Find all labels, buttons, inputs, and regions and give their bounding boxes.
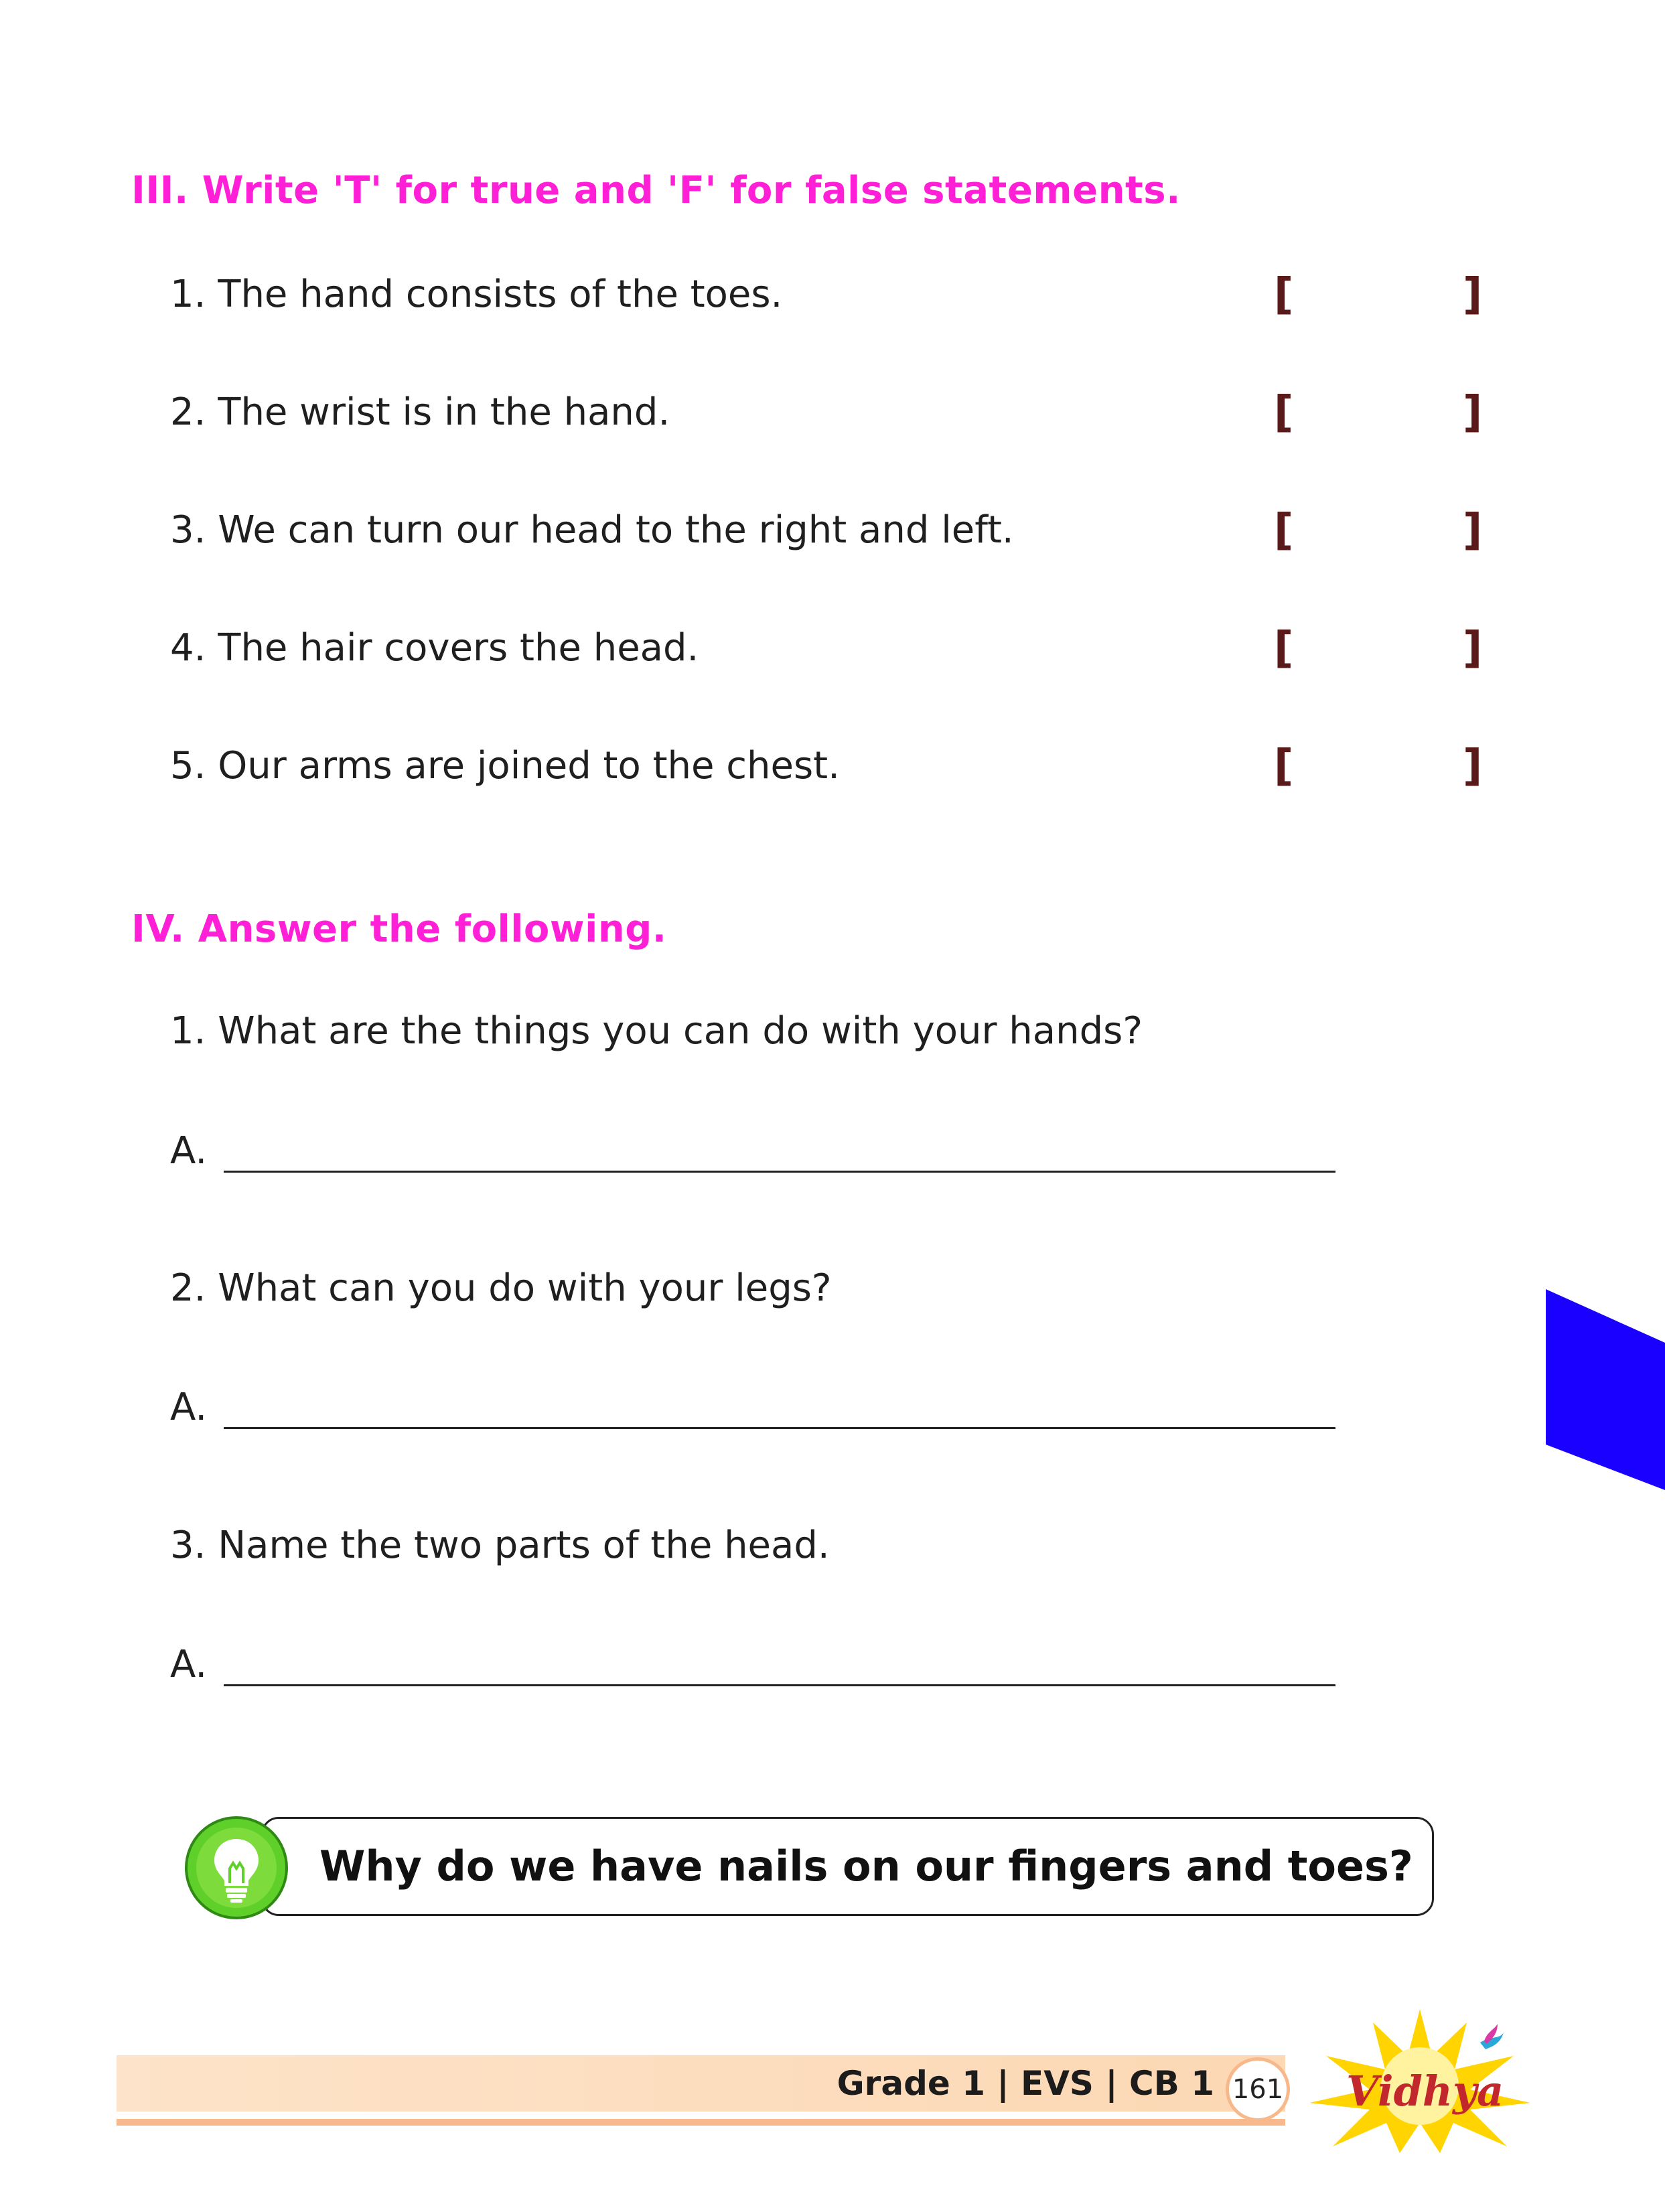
answer-line-row	[170, 1378, 1335, 1438]
true-false-item	[170, 500, 1516, 561]
answer-label: A.	[170, 1386, 208, 1429]
answer-bracket-open: [	[1274, 506, 1294, 555]
answer-write-line[interactable]	[224, 1427, 1335, 1429]
answer-bracket-close: ]	[1463, 623, 1483, 673]
statement-text: 1. The hand consists of the toes.	[170, 273, 783, 316]
statement-text: 5. Our arms are joined to the chest.	[170, 744, 840, 788]
answer-bracket-close: ]	[1463, 741, 1483, 791]
true-false-item	[170, 736, 1516, 796]
answer-write-line[interactable]	[224, 1171, 1335, 1173]
footer-stripe	[117, 2119, 1285, 2126]
question-text: 1. What are the things you can do with your hands?	[170, 1009, 1143, 1053]
statement-text: 3. We can turn our head to the right and left.	[170, 508, 1014, 552]
answer-label: A.	[170, 1643, 208, 1686]
blue-side-tab	[1540, 1289, 1665, 1490]
think-question-box	[261, 1817, 1434, 1916]
answer-label: A.	[170, 1129, 208, 1173]
true-false-item	[170, 618, 1516, 678]
true-false-item	[170, 382, 1516, 443]
true-false-item	[170, 265, 1516, 325]
page-number: 161	[1226, 2057, 1290, 2122]
answer-line-row	[170, 1635, 1335, 1695]
statement-text: 4. The hair covers the head.	[170, 626, 699, 670]
answer-bracket-close: ]	[1463, 388, 1483, 437]
statement-text: 2. The wrist is in the hand.	[170, 390, 670, 434]
answer-bracket-close: ]	[1463, 270, 1483, 319]
answer-bracket-open: [	[1274, 388, 1294, 437]
light-bulb-icon	[185, 1816, 288, 1919]
section-4-heading: IV. Answer the following.	[131, 907, 667, 951]
answer-bracket-open: [	[1274, 741, 1294, 791]
answer-bracket-open: [	[1274, 270, 1294, 319]
footer-bar	[117, 2055, 1285, 2112]
answer-bracket-close: ]	[1463, 506, 1483, 555]
question-text: 3. Name the two parts of the head.	[170, 1524, 830, 1567]
think-question-text: Why do we have nails on our fingers and toes?	[319, 1842, 1413, 1891]
answer-write-line[interactable]	[224, 1684, 1335, 1686]
question-text: 2. What can you do with your legs?	[170, 1266, 832, 1310]
footer-label: Grade 1 | EVS | CB 1	[837, 2064, 1214, 2103]
section-3-heading: III. Write 'T' for true and 'F' for false statements.	[131, 169, 1181, 212]
answer-bracket-open: [	[1274, 623, 1294, 673]
answer-line-row	[170, 1121, 1335, 1181]
brand-logo-text: Vidhya	[1346, 2067, 1504, 2116]
